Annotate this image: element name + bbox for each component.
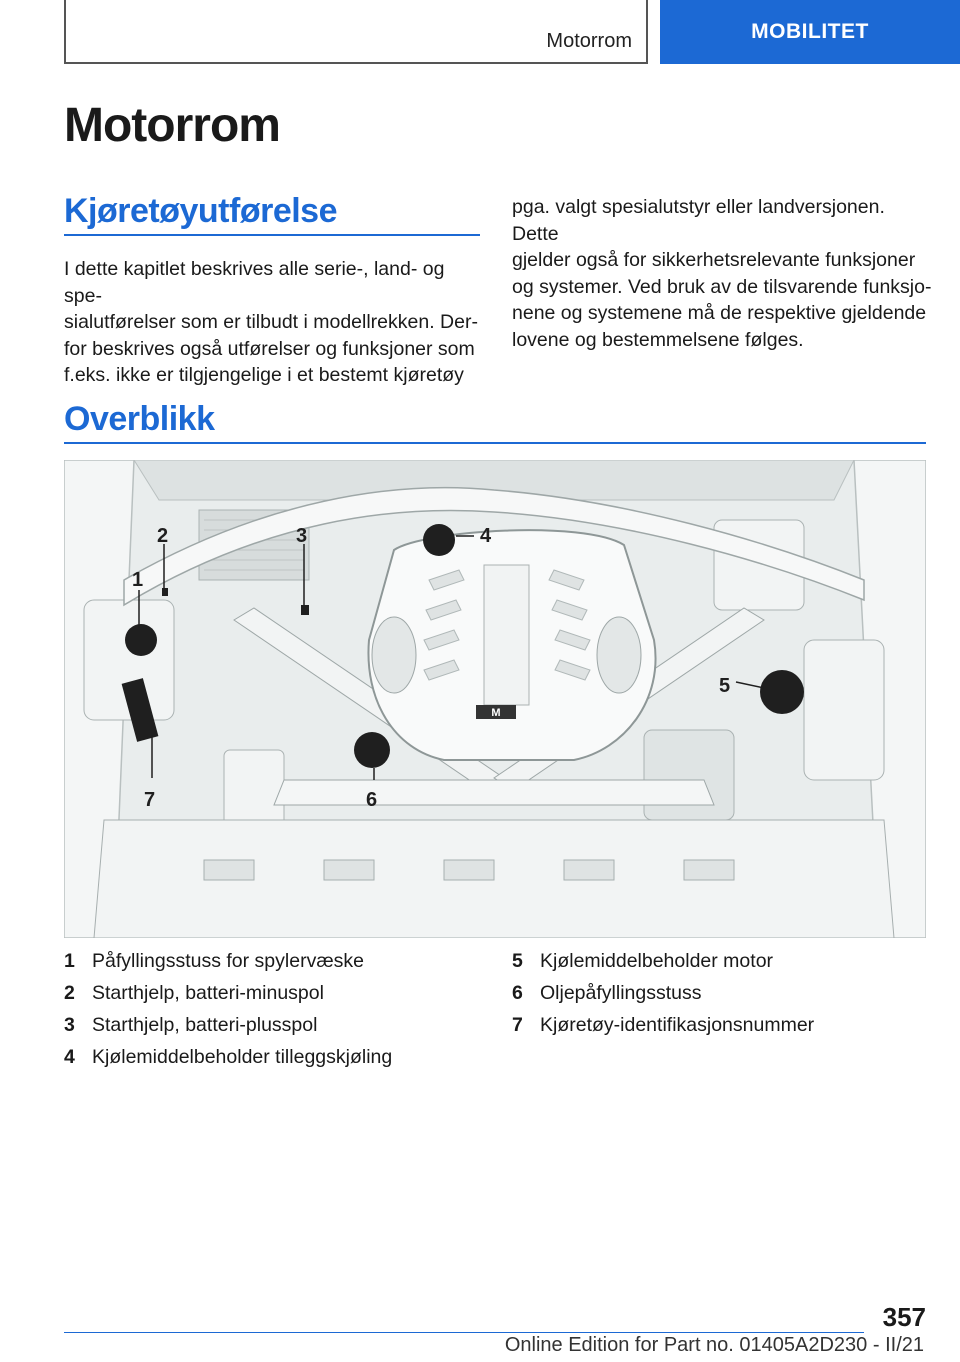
legend-text: Påfyllingsstuss for spylervæske bbox=[92, 950, 365, 972]
section-heading-vehicle-design: Kjøretøyutførelse bbox=[64, 192, 337, 230]
legend-item bbox=[64, 950, 392, 982]
page-number: 357 bbox=[882, 1302, 926, 1332]
legend-item bbox=[512, 950, 814, 982]
legend-text: Starthjelp, batteri-minuspol bbox=[92, 982, 324, 1004]
engine-bay-drawing bbox=[64, 460, 926, 938]
legend-right bbox=[512, 950, 814, 1046]
header-section-title: Motorrom bbox=[546, 30, 632, 52]
legend-number: 4 bbox=[64, 1046, 75, 1068]
section-rule bbox=[64, 442, 926, 444]
callout-6: 6 bbox=[366, 789, 378, 811]
callout-2: 2 bbox=[157, 525, 169, 547]
legend-item bbox=[64, 982, 392, 1014]
header-chapter-tab: MOBILITET bbox=[660, 0, 960, 64]
engine-bay-illustration bbox=[64, 460, 926, 938]
legend-text: Kjølemiddelbeholder tilleggskjøling bbox=[92, 1046, 393, 1068]
legend-item bbox=[64, 1014, 392, 1046]
legend-text: Kjølemiddelbeholder motor bbox=[540, 950, 774, 972]
legend-left bbox=[64, 950, 392, 1078]
legend-number: 5 bbox=[512, 950, 523, 972]
intro-paragraph-col1: I dette kapitlet beskrives alle serie-, land- og spe- sialutførelser som er tilbudt i modellrekken. Der- for beskrives også utførelser og funksjoner som f.eks. ikke er tilgjengelige i et bestemt kjøretøy bbox=[64, 258, 478, 386]
legend-text: Starthjelp, batteri-plusspol bbox=[92, 1014, 318, 1036]
m-badge-text: M bbox=[491, 707, 501, 719]
legend-text: Oljepåfyllingsstuss bbox=[540, 982, 702, 1004]
legend-text: Kjøretøy-identifikasjonsnummer bbox=[540, 1014, 815, 1036]
callout-3: 3 bbox=[296, 525, 308, 547]
callout-1: 1 bbox=[132, 569, 144, 591]
section-heading-overview: Overblikk bbox=[64, 400, 215, 438]
legend-number: 6 bbox=[512, 982, 523, 1004]
legend-item bbox=[512, 982, 814, 1014]
footer-rule bbox=[64, 1332, 864, 1333]
header-section-box bbox=[64, 0, 648, 64]
legend-item bbox=[64, 1046, 392, 1078]
intro-paragraph-col2: pga. valgt spesialutstyr eller landversjonen. Dette gjelder også for sikkerhetsrelevante funksjoner og systemer. Ved bruk av de tilsvarende funksjo- nene og systemene må de respektive gjeldende lovene og bestemmelsene følges. bbox=[512, 196, 932, 351]
footer-edition: Online Edition for Part no. 01405A2D230 - II/21 bbox=[504, 1334, 924, 1356]
legend-number: 2 bbox=[64, 982, 75, 1004]
legend-number: 3 bbox=[64, 1014, 75, 1036]
legend-number: 1 bbox=[64, 950, 75, 972]
callout-7: 7 bbox=[144, 789, 156, 811]
legend-item bbox=[512, 1014, 814, 1046]
section-rule bbox=[64, 234, 480, 236]
legend-number: 7 bbox=[512, 1014, 523, 1036]
callout-5: 5 bbox=[719, 675, 731, 697]
callout-4: 4 bbox=[480, 525, 492, 547]
page-title: Motorrom bbox=[64, 99, 280, 152]
